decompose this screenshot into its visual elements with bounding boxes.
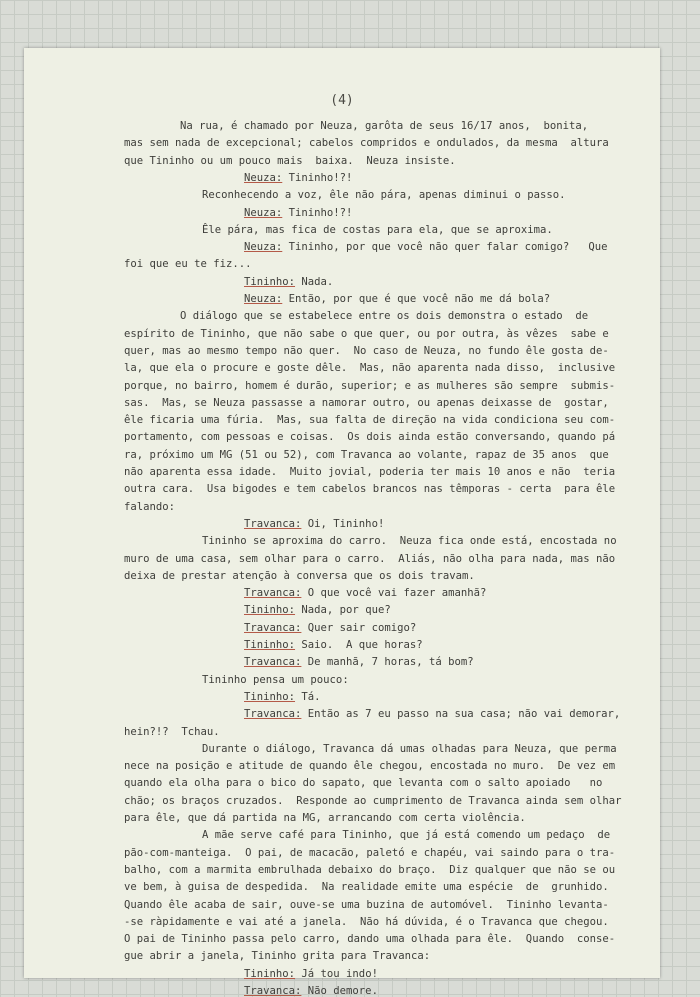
text-line <box>124 466 615 478</box>
text-line <box>124 899 609 911</box>
speaker-name: Travanca: <box>244 708 302 721</box>
line-text: não aparenta essa idade. Muito jovial, poderia ter mais 10 anos e não teria <box>124 466 616 478</box>
line-text: mas sem nada de excepcional; cabelos compridos e ondulados, da mesma altura <box>124 137 609 150</box>
line-text: Tininho!?! <box>282 206 353 219</box>
text-line <box>124 483 615 495</box>
text-line <box>124 380 615 392</box>
speaker-name: Tininho: <box>244 639 296 651</box>
line-text: De manhã, 7 horas, tá bom? <box>301 656 474 669</box>
line-text: A mãe serve café para Tininho, que já está comendo um pedaço de <box>202 829 611 842</box>
text-line <box>124 812 526 824</box>
text-line <box>202 829 610 841</box>
speaker-name: Neuza: <box>244 206 283 219</box>
text-line <box>124 362 615 374</box>
dialogue-line <box>244 708 620 720</box>
page-number: (4) <box>330 93 354 108</box>
text-line <box>124 431 615 443</box>
line-text: nece na posição e atitude de quando êle chegou, encostada no muro. De vez em <box>124 760 616 773</box>
line-text: Na rua, é chamado por Neuza, garôta de seus 16/17 anos, bonita, <box>180 120 589 132</box>
text-line <box>124 328 609 340</box>
text-line <box>202 743 617 755</box>
text-line <box>124 950 430 962</box>
line-text: Nada, por que? <box>295 604 391 617</box>
line-text: Oi, Tininho! <box>301 517 385 530</box>
text-line <box>124 864 615 876</box>
text-line <box>124 258 252 270</box>
line-text: Êle pára, mas fica de costas para ela, que se aproxima. <box>202 223 553 236</box>
text-line <box>124 155 456 167</box>
text-line <box>124 414 615 426</box>
line-text: foi que eu te fiz... <box>124 258 252 271</box>
speaker-name: Travanca: <box>244 656 302 669</box>
line-text: pão-com-manteiga. O pai, de macacão, paletó e chapéu, vai saindo para o tra- <box>124 846 616 859</box>
line-text: gue abrir a janela, Tininho grita para Travanca: <box>124 950 431 963</box>
line-text: quando ela olha para o bico do sapato, que levanta com o salto apoiado no <box>124 777 603 790</box>
dialogue-line <box>244 293 550 305</box>
text-line <box>202 674 349 686</box>
line-text: Tá. <box>295 690 321 703</box>
line-text: Nada. <box>295 275 334 288</box>
dialogue-line <box>244 604 391 616</box>
line-text: sas. Mas, se Neuza passasse a namorar outro, ou apenas deixasse de gostar, <box>124 396 609 409</box>
dialogue-line <box>244 691 321 703</box>
text-line <box>124 553 615 565</box>
text-line <box>124 726 220 738</box>
speaker-name: Neuza: <box>244 171 283 184</box>
text-line <box>124 501 175 513</box>
text-line <box>124 847 615 859</box>
line-text: Tininho se aproxima do carro. Neuza fica onde está, encostada no <box>202 535 617 548</box>
line-text: êle ficaria uma fúria. Mas, sua falta de direção na vida condiciona seu com- <box>124 414 616 427</box>
text-line <box>124 881 609 893</box>
text-line <box>124 916 609 928</box>
line-text: falando: <box>124 500 176 513</box>
line-text: outra cara. Usa bigodes e tem cabelos brancos nas têmporas - certa para êle <box>124 483 616 496</box>
dialogue-line <box>244 207 352 219</box>
dialogue-line <box>244 968 378 980</box>
text-line <box>124 933 615 945</box>
line-text: Tininho pensa um pouco: <box>202 673 349 686</box>
text-line <box>124 137 609 149</box>
line-text: Durante o diálogo, Travanca dá umas olhadas para Neuza, que perma <box>202 742 617 755</box>
speaker-name: Travanca: <box>244 621 302 634</box>
text-line <box>124 760 615 772</box>
line-text: Então as 7 eu passo na sua casa; não vai demorar, <box>301 708 621 721</box>
speaker-name: Tininho: <box>244 967 296 980</box>
line-text: Quando êle acaba de sair, ouve-se uma buzina de automóvel. Tininho levanta- <box>124 898 609 911</box>
line-text: Tininho, por que você não quer falar comigo? Que <box>282 241 608 254</box>
line-text: Quer sair comigo? <box>301 621 417 634</box>
line-text: Não demore. <box>301 985 378 997</box>
line-text: hein?!? Tchau. <box>124 725 220 738</box>
text-line <box>180 120 588 132</box>
line-text: ve bem, à guisa de despedida. Na realidade emite uma espécie de grunhido. <box>124 881 609 894</box>
line-text: Reconhecendo a voz, êle não pára, apenas diminui o passo. <box>202 189 566 202</box>
line-text: Então, por que é que você não me dá bola? <box>282 293 551 305</box>
speaker-name: Travanca: <box>244 517 302 530</box>
text-line <box>180 310 588 322</box>
line-text: que Tininho ou um pouco mais baixa. Neuza insiste. <box>124 154 456 167</box>
line-text: quer, mas ao mesmo tempo não quer. No caso de Neuza, no fundo êle gosta de- <box>124 344 609 357</box>
text-line <box>124 777 602 789</box>
dialogue-line <box>244 172 352 184</box>
text-line <box>202 535 617 547</box>
line-text: O que você vai fazer amanhã? <box>301 587 487 600</box>
speaker-name: Travanca: <box>244 985 302 997</box>
line-text: portamento, com pessoas e coisas. Os dois ainda estão conversando, quando pá <box>124 431 616 444</box>
text-line <box>124 397 609 409</box>
text-line <box>124 795 621 807</box>
speaker-name: Tininho: <box>244 690 296 703</box>
line-text: ra, próximo um MG (51 ou 52), com Travanca ao volante, rapaz de 35 anos que <box>124 448 609 461</box>
dialogue-line <box>244 622 416 634</box>
line-text: porque, no bairro, homem é durão, superior; e as mulheres são sempre submis- <box>124 379 616 392</box>
dialogue-line <box>244 985 378 997</box>
line-text: espírito de Tininho, que não sabe o que quer, ou por outra, às vêzes sabe e <box>124 327 609 340</box>
line-text: para êle, que dá partida na MG, arrancando com certa violência. <box>124 812 526 824</box>
line-text: -se ràpidamente e vai até a janela. Não há dúvida, é o Travanca que chegou. <box>124 915 609 928</box>
speaker-name: Tininho: <box>244 604 296 617</box>
line-text: O pai de Tininho passa pelo carro, dando uma olhada para êle. Quando conse- <box>124 933 616 946</box>
dialogue-line <box>244 656 474 668</box>
text-line <box>124 345 609 357</box>
text-line <box>124 449 609 461</box>
line-text: balho, com a marmita embrulhada debaixo do braço. Diz qualquer que não se ou <box>124 863 616 876</box>
dialogue-line <box>244 241 608 253</box>
dialogue-line <box>244 276 333 288</box>
speaker-name: Neuza: <box>244 241 283 254</box>
text-line <box>202 189 566 201</box>
speaker-name: Neuza: <box>244 293 283 305</box>
line-text: muro de uma casa, sem olhar para o carro. Aliás, não olha para nada, mas não <box>124 552 616 565</box>
line-text: Já tou indo! <box>295 967 378 980</box>
line-text: chão; os braços cruzados. Responde ao cumprimento de Travanca ainda sem olhar <box>124 794 622 807</box>
dialogue-line <box>244 587 486 599</box>
speaker-name: Travanca: <box>244 587 302 600</box>
line-text: deixa de prestar atenção à conversa que os dois travam. <box>124 569 475 582</box>
text-line <box>124 570 475 582</box>
speaker-name: Tininho: <box>244 275 296 288</box>
line-text: la, que ela o procure e goste dêle. Mas, não aparenta nada disso, inclusive <box>124 362 616 375</box>
line-text: O diálogo que se estabelece entre os dois demonstra o estado de <box>180 310 589 323</box>
dialogue-line <box>244 639 423 651</box>
text-line <box>202 224 553 236</box>
line-text: Tininho!?! <box>282 171 353 184</box>
line-text: Saio. A que horas? <box>295 639 423 651</box>
dialogue-line <box>244 518 384 530</box>
